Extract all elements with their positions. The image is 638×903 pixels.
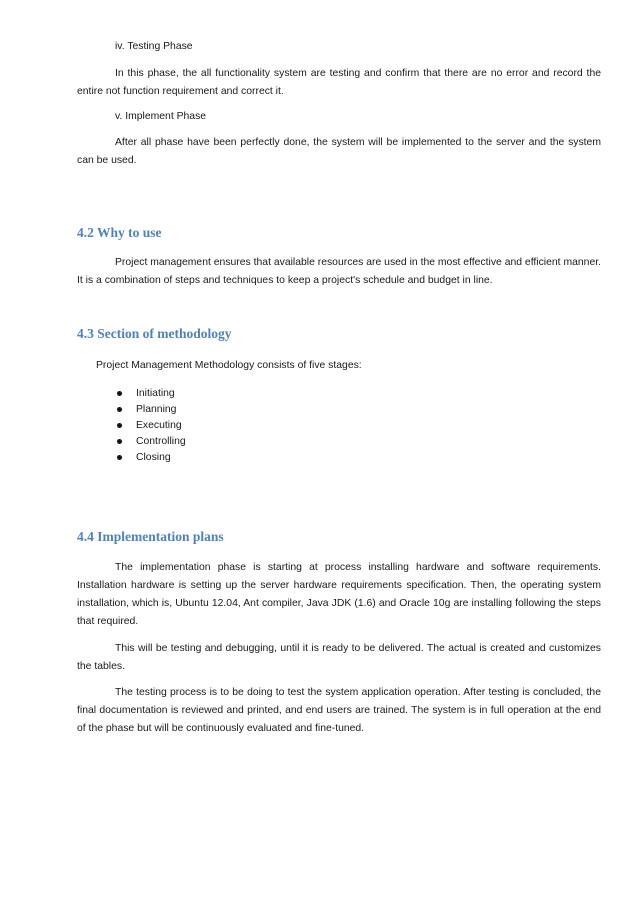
stage-label: Executing <box>136 420 182 431</box>
implement-phase-body: After all phase have been perfectly done, the system will be implemented to the server and the system can be used. <box>77 137 601 166</box>
section-4-4-title: 4.4 Implementation plans <box>77 529 224 544</box>
implementation-paragraph-3: The testing process is to be doing to test the system application operation. After testing is concluded, the final documentation is reviewed and printed, and end users are trained. The system is in full operation at the end of the phase but will be continuously evaluated and fine-tuned. <box>77 687 601 734</box>
bullet-icon <box>117 455 122 460</box>
list-item <box>116 402 186 418</box>
stage-label: Planning <box>136 404 177 415</box>
testing-phase-body: In this phase, the all functionality system are testing and confirm that there are no error and record the entire not function requirement and correct it. <box>77 68 601 97</box>
why-to-use-body: Project management ensures that available resources are used in the most effective and efficient manner. It is a combination of steps and techniques to keep a project's schedule and budget in line. <box>77 257 601 286</box>
list-item <box>116 386 186 402</box>
bullet-icon <box>117 439 122 444</box>
list-item <box>116 434 186 450</box>
section-4-2-title: 4.2 Why to use <box>77 225 162 240</box>
implementation-paragraph-1: The implementation phase is starting at process installing hardware and software requirements. Installation hardware is setting up the server hardware requirements specification. Then, the operating system installation, which is, Ubuntu 12.04, Ant compiler, Java JDK (1.6) and Oracle 10g are installing following the steps that required. <box>77 562 601 627</box>
list-item <box>116 418 186 434</box>
section-4-3-title: 4.3 Section of methodology <box>77 326 232 341</box>
stages-list <box>116 386 186 466</box>
stage-label: Controlling <box>136 436 186 447</box>
bullet-icon <box>117 423 122 428</box>
implementation-paragraph-2: This will be testing and debugging, until it is ready to be delivered. The actual is created and customizes the tables. <box>77 643 601 672</box>
stage-label: Initiating <box>136 388 175 399</box>
methodology-intro: Project Management Methodology consists of five stages: <box>96 360 362 371</box>
bullet-icon <box>117 407 122 412</box>
implement-phase-heading: v. Implement Phase <box>115 111 207 122</box>
bullet-icon <box>117 391 122 396</box>
list-item <box>116 450 186 466</box>
testing-phase-heading: iv. Testing Phase <box>115 41 193 52</box>
stage-label: Closing <box>136 452 171 463</box>
